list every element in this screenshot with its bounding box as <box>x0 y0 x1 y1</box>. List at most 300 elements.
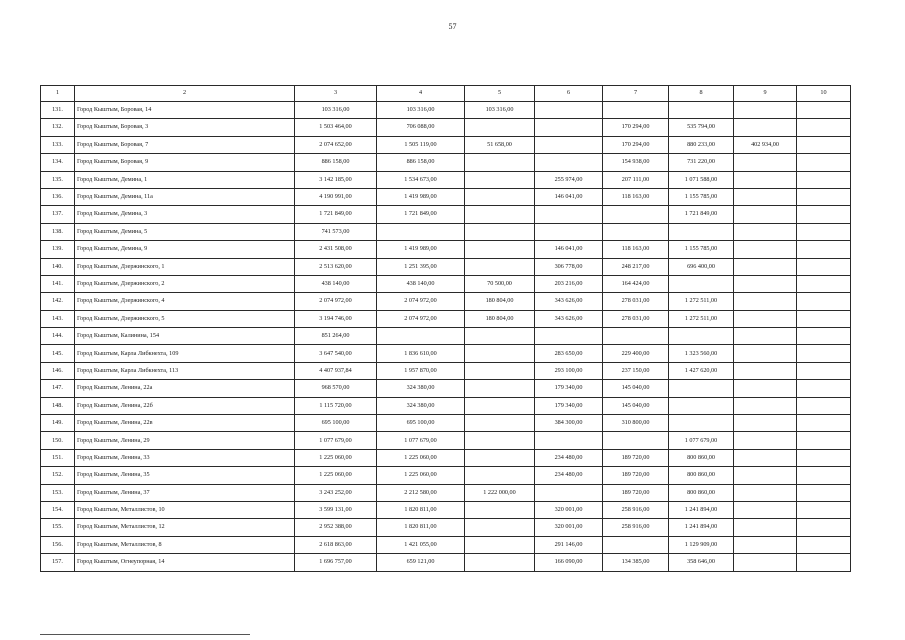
cell-col-6 <box>535 154 603 171</box>
cell-col-6: 320 001,00 <box>535 519 603 536</box>
cell-col-5 <box>465 362 535 379</box>
cell-col-10 <box>797 501 851 518</box>
cell-col-7: 145 040,00 <box>603 397 669 414</box>
cell-col-4: 1 820 811,00 <box>377 519 465 536</box>
cell-col-8: 535 794,00 <box>669 119 734 136</box>
cell-col-6: 293 100,00 <box>535 362 603 379</box>
cell-row-number: 155. <box>41 519 75 536</box>
table-row <box>41 501 851 518</box>
cell-col-9: 402 934,00 <box>734 136 797 153</box>
cell-col-8: 1 071 588,00 <box>669 171 734 188</box>
column-header-6: 6 <box>535 86 603 102</box>
cell-col-6 <box>535 119 603 136</box>
cell-col-9 <box>734 501 797 518</box>
cell-col-4: 2 074 972,00 <box>377 293 465 310</box>
cell-total-cost: 851 264,00 <box>295 328 377 345</box>
cell-address: Город Кыштым, Ленина, 29 <box>75 432 295 449</box>
cell-col-10 <box>797 536 851 553</box>
table-row <box>41 554 851 571</box>
cell-col-9 <box>734 293 797 310</box>
cell-total-cost: 4 407 937,84 <box>295 362 377 379</box>
cell-col-9 <box>734 206 797 223</box>
cell-col-8: 1 077 679,00 <box>669 432 734 449</box>
cell-col-8: 1 241 894,00 <box>669 519 734 536</box>
cell-col-7: 310 800,00 <box>603 415 669 432</box>
table-row <box>41 206 851 223</box>
cell-address: Город Кыштым, Боровая, 3 <box>75 119 295 136</box>
cell-col-5 <box>465 154 535 171</box>
cell-col-5 <box>465 171 535 188</box>
cell-col-6: 283 650,00 <box>535 345 603 362</box>
cell-row-number: 145. <box>41 345 75 362</box>
cell-col-10 <box>797 154 851 171</box>
column-header-7: 7 <box>603 86 669 102</box>
column-header-9: 9 <box>734 86 797 102</box>
cell-row-number: 138. <box>41 223 75 240</box>
footnote-divider <box>40 634 250 635</box>
cell-col-10 <box>797 484 851 501</box>
cell-address: Город Кыштым, Демина, 3 <box>75 206 295 223</box>
cell-col-9 <box>734 484 797 501</box>
table-row <box>41 362 851 379</box>
cell-col-9 <box>734 154 797 171</box>
cell-row-number: 154. <box>41 501 75 518</box>
cell-address: Город Кыштым, Металлистов, 8 <box>75 536 295 553</box>
cell-address: Город Кыштым, Ленина, 22в <box>75 415 295 432</box>
cell-col-6: 179 340,00 <box>535 397 603 414</box>
cell-col-5: 1 222 000,00 <box>465 484 535 501</box>
column-header-3: 3 <box>295 86 377 102</box>
cell-col-8 <box>669 380 734 397</box>
cell-address: Город Кыштым, Демина, 9 <box>75 241 295 258</box>
cell-col-7: 237 150,00 <box>603 362 669 379</box>
cell-col-10 <box>797 467 851 484</box>
cell-col-6: 384 300,00 <box>535 415 603 432</box>
cell-col-6: 179 340,00 <box>535 380 603 397</box>
table-row <box>41 293 851 310</box>
cell-col-7: 207 111,00 <box>603 171 669 188</box>
page-number: 57 <box>448 22 457 31</box>
cell-col-8: 1 129 909,00 <box>669 536 734 553</box>
table-row <box>41 415 851 432</box>
cell-address: Город Кыштым, Дзержинского, 5 <box>75 310 295 327</box>
cell-row-number: 131. <box>41 102 75 119</box>
cell-col-9 <box>734 536 797 553</box>
cell-col-7: 248 217,00 <box>603 258 669 275</box>
cell-col-8 <box>669 102 734 119</box>
cell-col-9 <box>734 102 797 119</box>
cell-address: Город Кыштым, Демина, 11а <box>75 188 295 205</box>
cell-row-number: 148. <box>41 397 75 414</box>
cell-col-8: 880 233,00 <box>669 136 734 153</box>
cell-row-number: 137. <box>41 206 75 223</box>
cell-col-8: 800 860,00 <box>669 449 734 466</box>
cell-total-cost: 695 100,00 <box>295 415 377 432</box>
cell-total-cost: 3 599 131,00 <box>295 501 377 518</box>
cell-address: Город Кыштым, Карла Либкнехта, 113 <box>75 362 295 379</box>
cell-col-5 <box>465 432 535 449</box>
cell-address: Город Кыштым, Металлистов, 10 <box>75 501 295 518</box>
cell-col-7: 278 031,00 <box>603 293 669 310</box>
cell-col-4: 1 419 989,00 <box>377 241 465 258</box>
cell-address: Город Кыштым, Карла Либкнехта, 109 <box>75 345 295 362</box>
cell-total-cost: 2 431 508,00 <box>295 241 377 258</box>
cell-col-6: 234 480,00 <box>535 467 603 484</box>
cell-address: Город Кыштым, Металлистов, 12 <box>75 519 295 536</box>
cell-col-4: 1 836 610,00 <box>377 345 465 362</box>
cell-col-5 <box>465 397 535 414</box>
cell-col-10 <box>797 362 851 379</box>
cell-col-7: 118 163,00 <box>603 241 669 258</box>
cell-address: Город Кыштым, Демина, 5 <box>75 223 295 240</box>
cell-col-9 <box>734 310 797 327</box>
cell-col-7 <box>603 536 669 553</box>
table-row <box>41 519 851 536</box>
cell-col-8: 1 721 849,00 <box>669 206 734 223</box>
cell-col-9 <box>734 171 797 188</box>
cell-col-5 <box>465 241 535 258</box>
cell-total-cost: 2 618 863,00 <box>295 536 377 553</box>
column-header-1: 1 <box>41 86 75 102</box>
cell-col-10 <box>797 380 851 397</box>
cell-col-10 <box>797 258 851 275</box>
cell-total-cost: 1 721 849,00 <box>295 206 377 223</box>
cell-col-4: 1 505 119,00 <box>377 136 465 153</box>
cell-col-4: 1 077 679,00 <box>377 432 465 449</box>
cell-col-4: 1 419 989,00 <box>377 188 465 205</box>
cell-total-cost: 2 952 388,00 <box>295 519 377 536</box>
cell-address: Город Кыштым, Дзержинского, 4 <box>75 293 295 310</box>
cell-row-number: 152. <box>41 467 75 484</box>
cell-col-5 <box>465 258 535 275</box>
cell-row-number: 151. <box>41 449 75 466</box>
cell-row-number: 140. <box>41 258 75 275</box>
cell-col-6 <box>535 484 603 501</box>
cell-col-9 <box>734 397 797 414</box>
cell-total-cost: 4 190 991,00 <box>295 188 377 205</box>
cell-col-6 <box>535 206 603 223</box>
cell-col-7: 189 720,00 <box>603 449 669 466</box>
cell-col-5 <box>465 467 535 484</box>
cell-total-cost: 3 647 540,00 <box>295 345 377 362</box>
cell-row-number: 150. <box>41 432 75 449</box>
cell-col-8: 1 241 894,00 <box>669 501 734 518</box>
cell-col-4: 1 225 060,00 <box>377 449 465 466</box>
cell-total-cost: 1 115 720,00 <box>295 397 377 414</box>
cell-col-6: 306 778,00 <box>535 258 603 275</box>
cell-address: Город Кыштым, Дзержинского, 1 <box>75 258 295 275</box>
cell-col-6: 146 041,00 <box>535 241 603 258</box>
cell-col-7: 154 938,00 <box>603 154 669 171</box>
cell-col-6 <box>535 432 603 449</box>
cell-col-4: 695 100,00 <box>377 415 465 432</box>
cell-col-8: 1 272 511,00 <box>669 293 734 310</box>
table-row <box>41 154 851 171</box>
cell-col-8: 1 155 785,00 <box>669 188 734 205</box>
cell-row-number: 133. <box>41 136 75 153</box>
cell-col-4: 1 534 673,00 <box>377 171 465 188</box>
cell-col-10 <box>797 241 851 258</box>
cell-col-6 <box>535 136 603 153</box>
cell-col-10 <box>797 328 851 345</box>
cell-row-number: 147. <box>41 380 75 397</box>
cell-col-4: 1 721 849,00 <box>377 206 465 223</box>
cell-row-number: 132. <box>41 119 75 136</box>
cell-col-7 <box>603 432 669 449</box>
cell-address: Город Кыштым, Демина, 1 <box>75 171 295 188</box>
cell-row-number: 156. <box>41 536 75 553</box>
table-row <box>41 467 851 484</box>
table-row <box>41 328 851 345</box>
table-row <box>41 449 851 466</box>
cell-col-8: 1 155 785,00 <box>669 241 734 258</box>
cell-col-5 <box>465 449 535 466</box>
cell-col-10 <box>797 449 851 466</box>
cell-col-5: 70 500,00 <box>465 275 535 292</box>
cell-col-5: 180 804,00 <box>465 293 535 310</box>
cell-col-9 <box>734 223 797 240</box>
table-row <box>41 345 851 362</box>
cell-col-9 <box>734 275 797 292</box>
table-row <box>41 310 851 327</box>
cell-col-10 <box>797 223 851 240</box>
cell-total-cost: 103 316,00 <box>295 102 377 119</box>
column-header-4: 4 <box>377 86 465 102</box>
cell-col-9 <box>734 188 797 205</box>
cell-col-7: 258 916,00 <box>603 501 669 518</box>
cell-col-6: 166 090,00 <box>535 554 603 571</box>
cell-total-cost: 3 243 252,00 <box>295 484 377 501</box>
cell-col-5 <box>465 119 535 136</box>
cell-col-10 <box>797 345 851 362</box>
column-header-10: 10 <box>797 86 851 102</box>
cell-address: Город Кыштым, Огнеупорная, 14 <box>75 554 295 571</box>
cell-address: Город Кыштым, Боровая, 7 <box>75 136 295 153</box>
cell-row-number: 149. <box>41 415 75 432</box>
cell-col-6: 203 216,00 <box>535 275 603 292</box>
cell-address: Город Кыштым, Ленина, 22б <box>75 397 295 414</box>
cell-total-cost: 886 158,00 <box>295 154 377 171</box>
cell-total-cost: 2 074 652,00 <box>295 136 377 153</box>
cell-col-6: 146 041,00 <box>535 188 603 205</box>
column-header-8: 8 <box>669 86 734 102</box>
table-row <box>41 136 851 153</box>
cell-col-10 <box>797 206 851 223</box>
cell-total-cost: 2 513 620,00 <box>295 258 377 275</box>
cell-col-4: 659 121,00 <box>377 554 465 571</box>
cell-row-number: 141. <box>41 275 75 292</box>
cell-row-number: 134. <box>41 154 75 171</box>
table-header-row <box>41 86 851 102</box>
cell-total-cost: 1 077 679,00 <box>295 432 377 449</box>
cell-address: Город Кыштым, Дзержинского, 2 <box>75 275 295 292</box>
cell-col-10 <box>797 415 851 432</box>
cell-address: Город Кыштым, Ленина, 22а <box>75 380 295 397</box>
cell-col-7 <box>603 206 669 223</box>
cell-col-9 <box>734 119 797 136</box>
cell-col-7 <box>603 328 669 345</box>
cell-col-7: 145 040,00 <box>603 380 669 397</box>
cell-col-5 <box>465 380 535 397</box>
cell-address: Город Кыштым, Боровая, 14 <box>75 102 295 119</box>
cell-col-7: 170 294,00 <box>603 119 669 136</box>
cell-col-9 <box>734 362 797 379</box>
table-row <box>41 119 851 136</box>
table-row <box>41 432 851 449</box>
cell-address: Город Кыштым, Ленина, 33 <box>75 449 295 466</box>
cell-col-4: 886 158,00 <box>377 154 465 171</box>
column-header-2: 2 <box>75 86 295 102</box>
cell-col-9 <box>734 328 797 345</box>
cell-col-4: 1 225 060,00 <box>377 467 465 484</box>
cell-col-8: 358 646,00 <box>669 554 734 571</box>
table-row <box>41 223 851 240</box>
table-row <box>41 275 851 292</box>
cell-col-8 <box>669 397 734 414</box>
cell-col-7: 189 720,00 <box>603 484 669 501</box>
cell-col-5 <box>465 345 535 362</box>
data-table <box>40 85 851 572</box>
cell-col-10 <box>797 293 851 310</box>
cell-row-number: 135. <box>41 171 75 188</box>
table-row <box>41 484 851 501</box>
cell-col-10 <box>797 119 851 136</box>
cell-col-9 <box>734 241 797 258</box>
cell-col-9 <box>734 467 797 484</box>
cell-col-8: 1 427 620,00 <box>669 362 734 379</box>
cell-address: Город Кыштым, Боровая, 9 <box>75 154 295 171</box>
cell-col-5: 51 658,00 <box>465 136 535 153</box>
cell-col-8: 800 860,00 <box>669 484 734 501</box>
cell-col-5 <box>465 536 535 553</box>
cell-col-6: 343 626,00 <box>535 293 603 310</box>
cell-row-number: 143. <box>41 310 75 327</box>
cell-col-5 <box>465 519 535 536</box>
table-row <box>41 241 851 258</box>
cell-col-4: 324 380,00 <box>377 397 465 414</box>
cell-col-8: 800 860,00 <box>669 467 734 484</box>
cell-col-5 <box>465 501 535 518</box>
cell-col-4: 2 212 580,00 <box>377 484 465 501</box>
table-row <box>41 380 851 397</box>
cell-col-5: 180 804,00 <box>465 310 535 327</box>
cell-total-cost: 1 696 757,00 <box>295 554 377 571</box>
cell-col-8: 731 220,00 <box>669 154 734 171</box>
cell-col-8: 1 323 560,00 <box>669 345 734 362</box>
cell-total-cost: 2 074 972,00 <box>295 293 377 310</box>
cell-col-7: 164 424,00 <box>603 275 669 292</box>
table-body <box>41 102 851 572</box>
cell-col-8 <box>669 275 734 292</box>
cell-col-10 <box>797 554 851 571</box>
cell-col-10 <box>797 275 851 292</box>
cell-col-4 <box>377 223 465 240</box>
cell-col-4 <box>377 328 465 345</box>
column-header-5: 5 <box>465 86 535 102</box>
table-row <box>41 102 851 119</box>
cell-col-8: 1 272 511,00 <box>669 310 734 327</box>
cell-row-number: 139. <box>41 241 75 258</box>
cell-row-number: 144. <box>41 328 75 345</box>
cell-col-6: 291 146,00 <box>535 536 603 553</box>
cell-col-10 <box>797 136 851 153</box>
cell-col-8 <box>669 223 734 240</box>
cell-total-cost: 741 573,00 <box>295 223 377 240</box>
cell-col-7: 229 400,00 <box>603 345 669 362</box>
cell-col-10 <box>797 310 851 327</box>
table-row <box>41 536 851 553</box>
cell-col-9 <box>734 345 797 362</box>
cell-col-5 <box>465 206 535 223</box>
cell-col-4: 706 088,00 <box>377 119 465 136</box>
cell-total-cost: 1 225 060,00 <box>295 467 377 484</box>
cell-col-6: 343 626,00 <box>535 310 603 327</box>
cell-col-6: 255 974,00 <box>535 171 603 188</box>
cell-col-4: 1 251 395,00 <box>377 258 465 275</box>
cell-row-number: 146. <box>41 362 75 379</box>
cell-col-10 <box>797 171 851 188</box>
cell-col-7: 170 294,00 <box>603 136 669 153</box>
cell-col-6 <box>535 102 603 119</box>
table-row <box>41 258 851 275</box>
cell-col-4: 2 074 972,00 <box>377 310 465 327</box>
cell-col-10 <box>797 188 851 205</box>
cell-col-7: 118 163,00 <box>603 188 669 205</box>
cell-col-10 <box>797 519 851 536</box>
cell-total-cost: 3 194 746,00 <box>295 310 377 327</box>
cell-col-7 <box>603 102 669 119</box>
cell-col-4: 103 316,00 <box>377 102 465 119</box>
cell-col-8: 696 400,00 <box>669 258 734 275</box>
cell-col-9 <box>734 519 797 536</box>
cell-col-5 <box>465 415 535 432</box>
cell-total-cost: 1 225 060,00 <box>295 449 377 466</box>
cell-col-7 <box>603 223 669 240</box>
cell-col-4: 1 820 811,00 <box>377 501 465 518</box>
cell-col-6 <box>535 223 603 240</box>
cell-col-10 <box>797 432 851 449</box>
cell-col-7: 134 385,00 <box>603 554 669 571</box>
table-row <box>41 171 851 188</box>
table-row <box>41 188 851 205</box>
cell-row-number: 142. <box>41 293 75 310</box>
cell-col-5 <box>465 188 535 205</box>
cell-col-5 <box>465 328 535 345</box>
cell-col-5 <box>465 554 535 571</box>
cell-col-9 <box>734 258 797 275</box>
cell-col-6: 234 480,00 <box>535 449 603 466</box>
cell-col-5 <box>465 223 535 240</box>
cell-row-number: 157. <box>41 554 75 571</box>
cell-col-7: 278 031,00 <box>603 310 669 327</box>
cell-total-cost: 1 503 464,00 <box>295 119 377 136</box>
cell-col-6: 320 001,00 <box>535 501 603 518</box>
cell-total-cost: 3 142 185,00 <box>295 171 377 188</box>
cell-row-number: 153. <box>41 484 75 501</box>
cell-col-8 <box>669 415 734 432</box>
table-row <box>41 397 851 414</box>
cell-col-10 <box>797 397 851 414</box>
cell-address: Город Кыштым, Калинина, 154 <box>75 328 295 345</box>
cell-col-9 <box>734 554 797 571</box>
cell-col-4: 438 140,00 <box>377 275 465 292</box>
cell-col-4: 1 421 055,00 <box>377 536 465 553</box>
cell-col-7: 258 916,00 <box>603 519 669 536</box>
cell-total-cost: 438 140,00 <box>295 275 377 292</box>
cell-row-number: 136. <box>41 188 75 205</box>
cell-col-9 <box>734 432 797 449</box>
cell-col-9 <box>734 380 797 397</box>
